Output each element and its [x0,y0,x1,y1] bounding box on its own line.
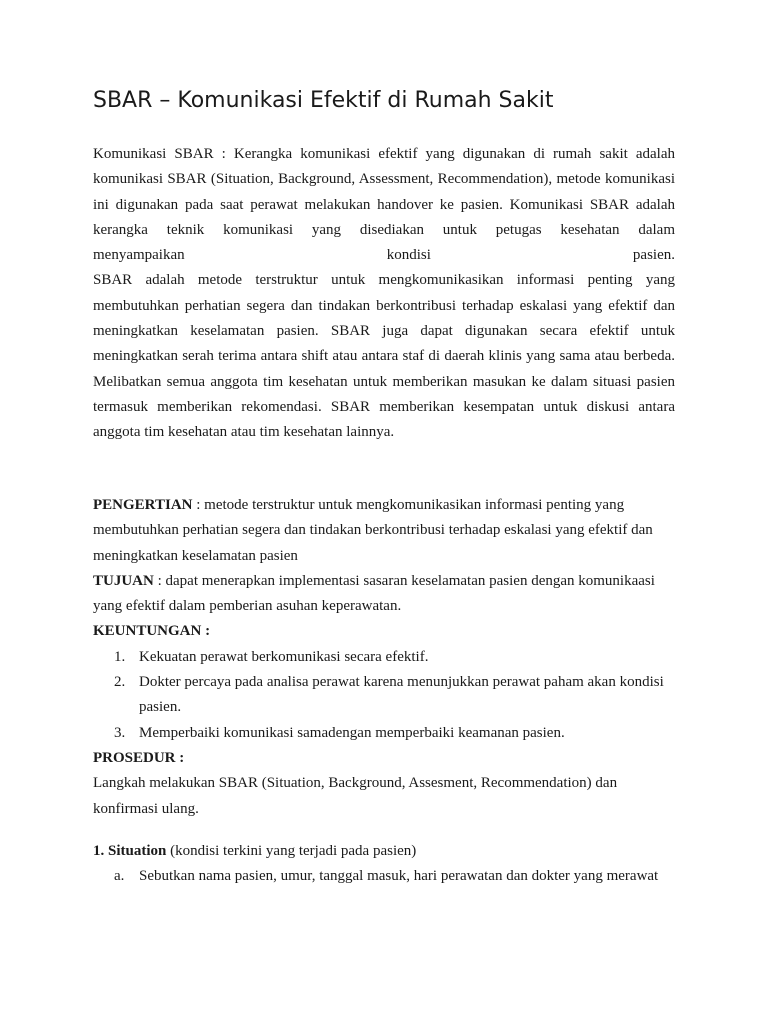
situation-list [93,864,683,889]
list-marker: 3. [114,724,126,741]
prosedur-text: Langkah melakukan SBAR (Situation, Background, Assesment, Recommendation) dan konfirmasi ulang. [93,775,618,817]
list-item [93,645,683,670]
pengertian-paragraph [93,493,683,569]
list-marker: a. [114,868,125,885]
intro-paragraph [93,142,675,446]
list-item-text: Kekuatan perawat berkomunikasi secara efektif. [139,648,429,665]
tujuan-paragraph [93,569,683,620]
tujuan-text: : dapat menerapkan implementasi sasaran keselamatan pasien dengan komunikaasi yang efektif dalam pemberian asuhan keperawatan. [93,572,655,615]
list-item [93,721,683,746]
definitions-section [93,493,683,822]
prosedur-heading: PROSEDUR : [93,749,185,766]
list-item-text: Memperbaiki komunikasi samadengan memperbaiki keamanan pasien. [139,724,565,741]
page-title: SBAR – Komunikasi Efektif di Rumah Sakit [93,88,554,113]
pengertian-label: PENGERTIAN [93,497,193,513]
situation-label: 1. Situation [93,843,167,859]
intro-text-3: SBAR adalah metode terstruktur untuk mengkomunikasikan informasi penting yang membutuhkan perhatian segera dan tindakan berkontribusi terhadap eskalasi yang efektif dan meningkatkan keselamatan pasien. SBAR juga dapat digunakan secara efektif untuk meningkatkan serah terima antara shift atau antara staf di daerah klinis yang sama atau berbeda. Melibatkan semua anggota tim kesehatan untuk memberikan masukan ke dalam situasi pasien termasuk memberikan rekomendasi. SBAR memberikan kesempatan untuk diskusi antara anggota tim kesehatan atau tim kesehatan lainnya. [93,272,675,441]
situation-text: (kondisi terkini yang terjadi pada pasien) [166,843,417,859]
keuntungan-list [93,645,683,746]
situation-section [93,839,683,890]
keuntungan-heading: KEUNTUNGAN : [93,623,211,640]
list-marker: 1. [114,648,126,665]
list-item-text: Sebutkan nama pasien, umur, tanggal masuk, hari perawatan dan dokter yang merawat [139,868,659,885]
list-item [93,864,683,889]
intro-text-1: Komunikasi SBAR : Kerangka komunikasi efektif yang digunakan di rumah sakit adalah komunikasi SBAR (Situation, Background, Assessment, Recommendation), metode komunikasi ini digunakan pada saat perawat melakukan handover ke pasien. Komunikasi SBAR adalah kerangka teknik komunikasi yang disediakan untuk petugas kesehatan dalam [93,146,675,238]
pengertian-text: : metode terstruktur untuk mengkomunikasikan informasi penting yang membutuhkan perhatian segera dan tindakan berkontribusi terhadap eskalasi yang efektif dan meningkatkan keselamatan pasien [93,497,653,564]
tujuan-label: TUJUAN [93,572,154,589]
list-item-text: Dokter percaya pada analisa perawat karena menunjukkan perawat paham akan kondisi pasien. [139,674,664,716]
list-marker: 2. [114,674,126,691]
situation-heading [93,839,683,864]
list-item [93,670,683,721]
intro-text-2: menyampaikan kondisi pasien. [93,247,675,264]
